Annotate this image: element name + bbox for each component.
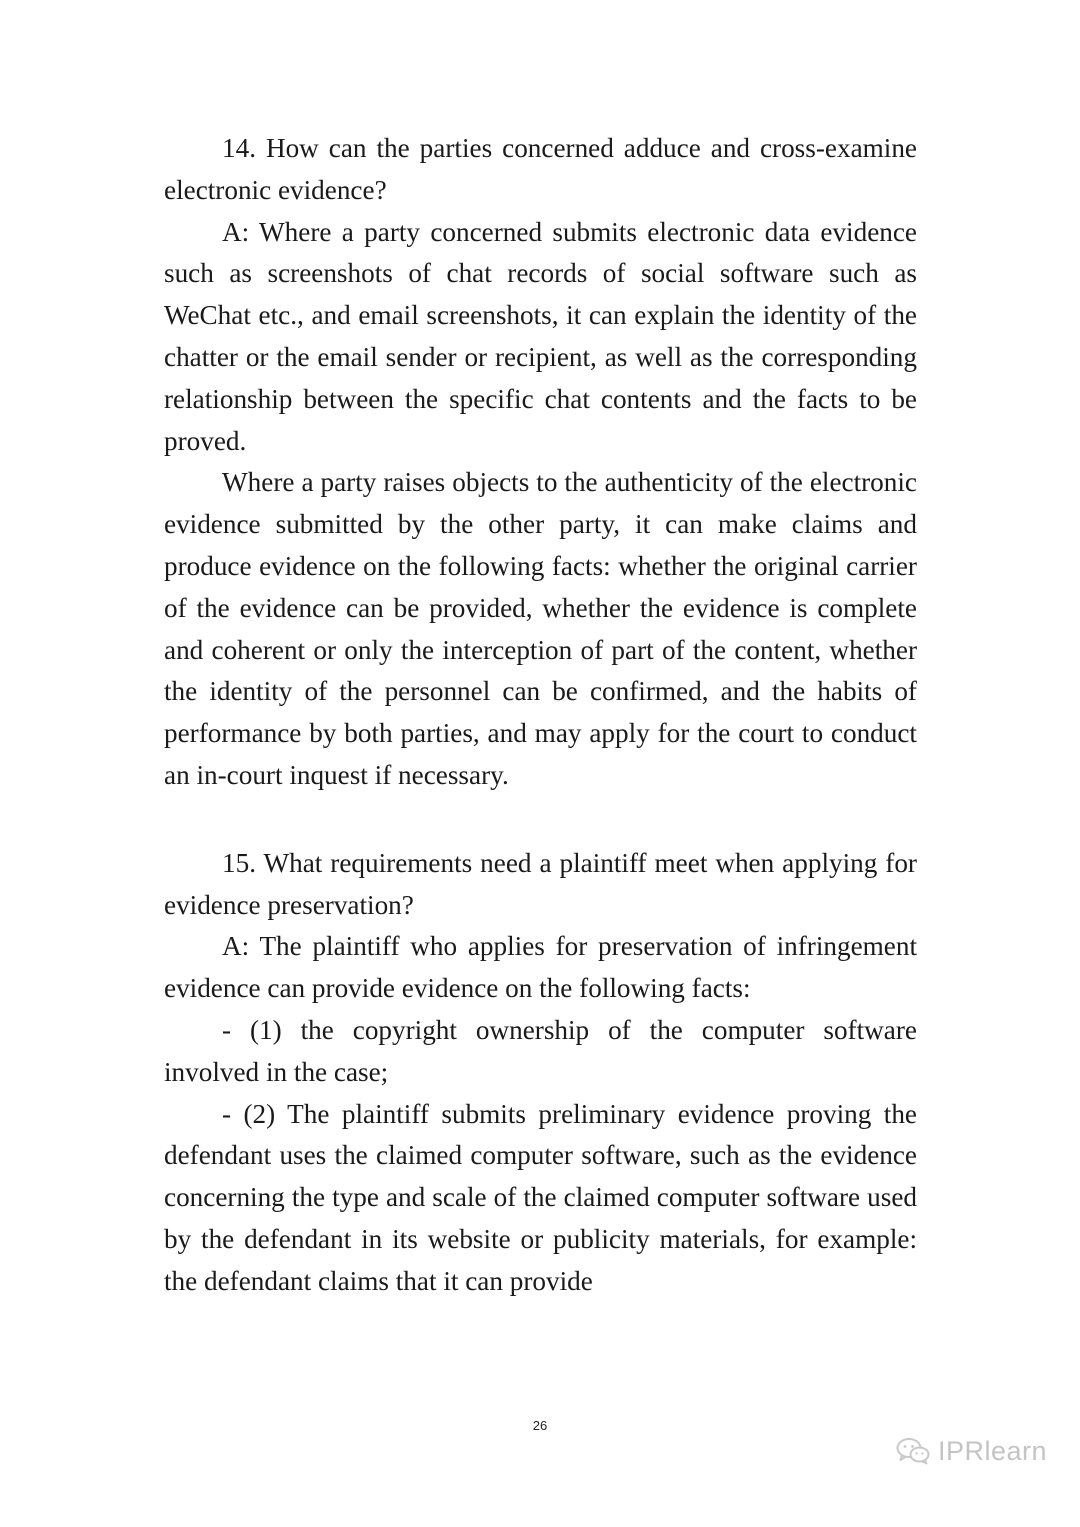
watermark-text: IPRlearn — [938, 1435, 1048, 1466]
question-15: 15. What requirements need a plaintiff meet when applying for evidence preservation? — [164, 847, 917, 920]
page-number: 26 — [532, 1418, 548, 1433]
answer-14-paragraph-2: Where a party raises objects to the authenticity of the electronic evidence submitted by the other party, it can make claims and produce evidence on the following facts: whether the original carrier of the evidence can be provided, whether the evidence is complete and coherent or only the interception of part of the content, whether the identity of the personnel can be confirmed, and the habits of performance by both parties, and may apply for the court to conduct an in-court inquest if necessary. — [164, 467, 917, 790]
section-spacer — [164, 797, 917, 843]
watermark — [896, 1433, 1047, 1469]
answer-15-item-1: - (1) the copyright ownership of the computer software involved in the case; — [164, 1014, 917, 1087]
document-body — [164, 128, 917, 1303]
answer-15-item-2: - (2) The plaintiff submits preliminary evidence proving the defendant uses the claimed computer software, such as the evidence concerning the type and scale of the claimed computer software used by the defendant in its website or publicity materials, for example: the defendant claims that it can provide — [164, 1098, 917, 1296]
question-14: 14. How can the parties concerned adduce and cross-examine electronic evidence? — [164, 133, 917, 205]
wechat-icon — [896, 1437, 930, 1465]
answer-15-intro: A: The plaintiff who applies for preservation of infringement evidence can provide evidence on the following facts: — [164, 931, 917, 1004]
answer-14-paragraph-1: A: Where a party concerned submits electronic data evidence such as screenshots of chat records of social software such as WeChat etc., and email screenshots, it can explain the identity of the chatter or the email sender or recipient, as well as the corresponding relationship between the specific chat contents and the facts to be proved. — [164, 216, 917, 456]
